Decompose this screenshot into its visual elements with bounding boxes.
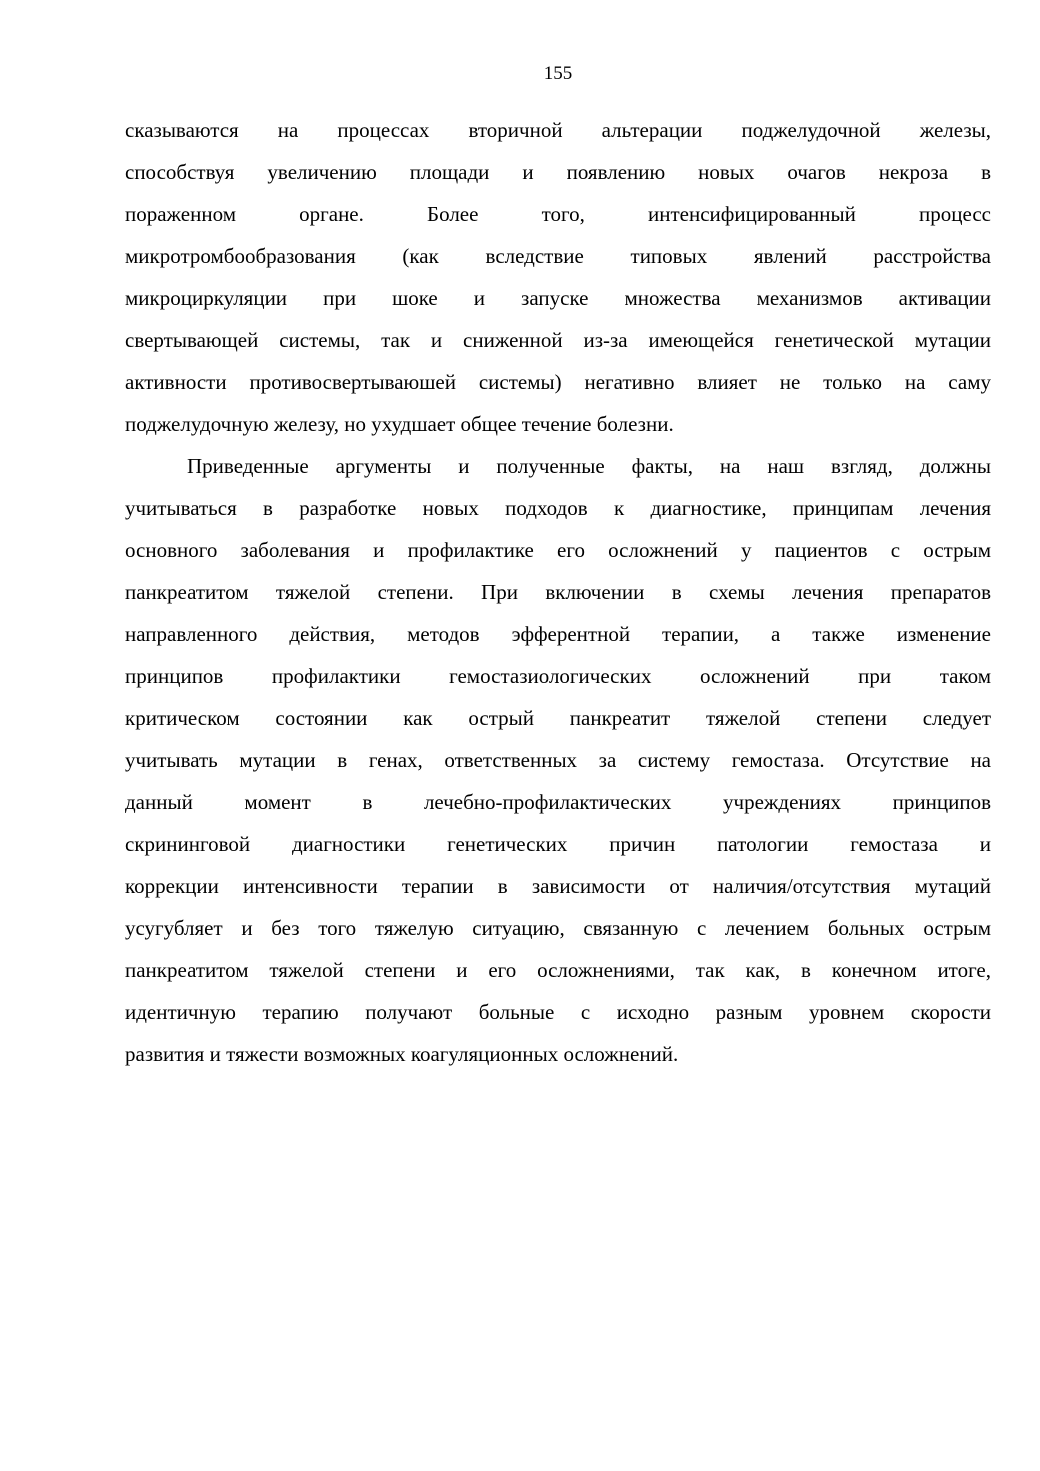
text-line: скрининговой диагностики генетических причин патологии гемостаза и — [125, 832, 991, 856]
text-line: учитываться в разработке новых подходов к диагностике, принципам лечения — [125, 496, 991, 520]
paragraph-1 — [125, 109, 991, 445]
text-line: пораженном органе. Более того, интенсифицированный процесс — [125, 202, 991, 226]
text-line: направленного действия, методов эфферентной терапии, а также изменение — [125, 622, 991, 646]
text-line: свертывающей системы, так и сниженной из-за имеющейся генетической мутации — [125, 328, 991, 352]
text-line: развития и тяжести возможных коагуляционных осложнений. — [125, 1042, 679, 1066]
text-line: данный момент в лечебно-профилактических учреждениях принципов — [125, 790, 991, 814]
text-line: микроциркуляции при шоке и запуске множества механизмов активации — [125, 286, 991, 310]
paragraph-2 — [125, 445, 991, 1075]
text-line: учитывать мутации в генах, ответственных за систему гемостаза. Отсутствие на — [125, 748, 991, 772]
document-body — [125, 109, 991, 1075]
text-line: сказываются на процессах вторичной альтерации поджелудочной железы, — [125, 118, 991, 142]
text-line: усугубляет и без того тяжелую ситуацию, связанную с лечением больных острым — [125, 916, 991, 940]
text-line: коррекции интенсивности терапии в зависимости от наличия/отсутствия мутаций — [125, 874, 991, 898]
text-line: микротромбообразования (как вследствие типовых явлений расстройства — [125, 244, 991, 268]
text-line: основного заболевания и профилактике его осложнений у пациентов с острым — [125, 538, 991, 562]
text-line: Приведенные аргументы и полученные факты, на наш взгляд, должны — [187, 454, 991, 478]
text-line: активности противосвертываюшей системы) негативно влияет не только на саму — [125, 370, 991, 394]
page-number: 155 — [543, 63, 573, 84]
text-line: панкреатитом тяжелой степени. При включении в схемы лечения препаратов — [125, 580, 991, 604]
text-line: идентичную терапию получают больные с исходно разным уровнем скорости — [125, 1000, 991, 1024]
text-line: критическом состоянии как острый панкреатит тяжелой степени следует — [125, 706, 991, 730]
text-line: поджелудочную железу, но ухудшает общее течение болезни. — [125, 412, 674, 436]
text-line: панкреатитом тяжелой степени и его осложнениями, так как, в конечном итоге, — [125, 958, 991, 982]
text-line: способствуя увеличению площади и появлению новых очагов некроза в — [125, 160, 991, 184]
text-line: принципов профилактики гемостазиологических осложнений при таком — [125, 664, 991, 688]
